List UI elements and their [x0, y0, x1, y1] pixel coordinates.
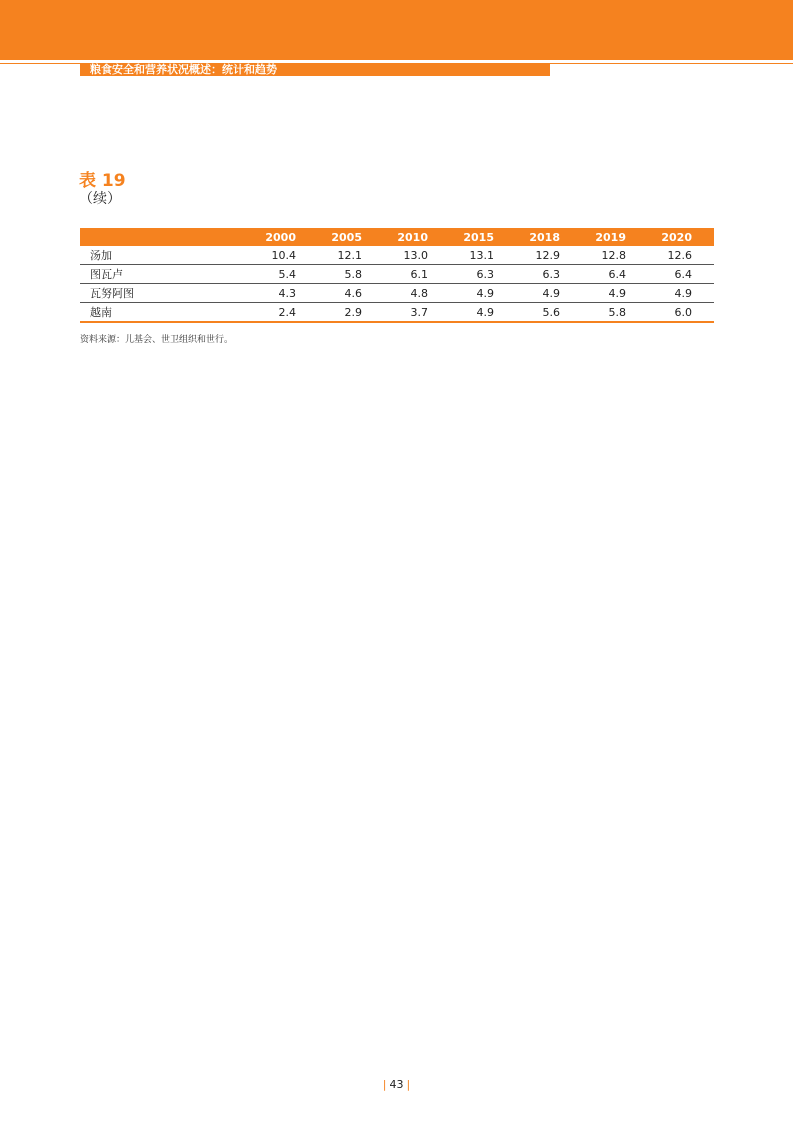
table-cell: 13.1: [450, 246, 516, 265]
column-header: 2010: [384, 228, 450, 246]
source-note: 资料来源：儿基会、世卫组织和世行。: [80, 335, 234, 345]
table-cell: 12.9: [516, 246, 582, 265]
column-header: 2015: [450, 228, 516, 246]
table-cell: 4.6: [318, 284, 384, 303]
table-cell: 13.0: [384, 246, 450, 265]
table-cell: 3.7: [384, 303, 450, 323]
header-band: [0, 0, 793, 60]
column-header: 2019: [582, 228, 648, 246]
table-subtitle: （续）: [79, 191, 121, 207]
table-cell: 6.4: [582, 265, 648, 284]
table-cell: 12.6: [648, 246, 714, 265]
table-header-row: [80, 228, 714, 246]
table-cell: 4.8: [384, 284, 450, 303]
table-cell: 4.9: [450, 284, 516, 303]
table-row: [80, 246, 714, 265]
page-number-value: 43: [389, 1078, 404, 1091]
table-cell: 5.6: [516, 303, 582, 323]
table-cell: 4.9: [516, 284, 582, 303]
table-cell: 12.1: [318, 246, 384, 265]
table-row: [80, 303, 714, 323]
table-cell: 6.4: [648, 265, 714, 284]
table-cell: 10.4: [252, 246, 318, 265]
column-header: 2020: [648, 228, 714, 246]
table-cell: 5.4: [252, 265, 318, 284]
column-header: 2000: [252, 228, 318, 246]
column-header: 2018: [516, 228, 582, 246]
page-number: [0, 1078, 793, 1091]
row-label: 图瓦卢: [80, 265, 252, 284]
table-cell: 4.3: [252, 284, 318, 303]
table-title: 表 19: [79, 171, 126, 191]
table-cell: 6.3: [450, 265, 516, 284]
table-cell: 2.9: [318, 303, 384, 323]
table-cell: 12.8: [582, 246, 648, 265]
row-label: 汤加: [80, 246, 252, 265]
running-title: 粮食安全和营养状况概述：统计和趋势: [80, 63, 550, 76]
data-table: [80, 228, 714, 323]
table-cell: 6.0: [648, 303, 714, 323]
row-label: 瓦努阿图: [80, 284, 252, 303]
table-row: [80, 265, 714, 284]
page-number-bar-left: |: [382, 1078, 387, 1091]
table-cell: 4.9: [648, 284, 714, 303]
page-number-bar-right: |: [406, 1078, 411, 1091]
table-cell: 5.8: [318, 265, 384, 284]
header-stub: [80, 228, 252, 246]
table-cell: 2.4: [252, 303, 318, 323]
table-cell: 6.3: [516, 265, 582, 284]
table-cell: 4.9: [582, 284, 648, 303]
table-cell: 4.9: [450, 303, 516, 323]
table-row: [80, 284, 714, 303]
column-header: 2005: [318, 228, 384, 246]
row-label: 越南: [80, 303, 252, 323]
table-cell: 5.8: [582, 303, 648, 323]
table-cell: 6.1: [384, 265, 450, 284]
